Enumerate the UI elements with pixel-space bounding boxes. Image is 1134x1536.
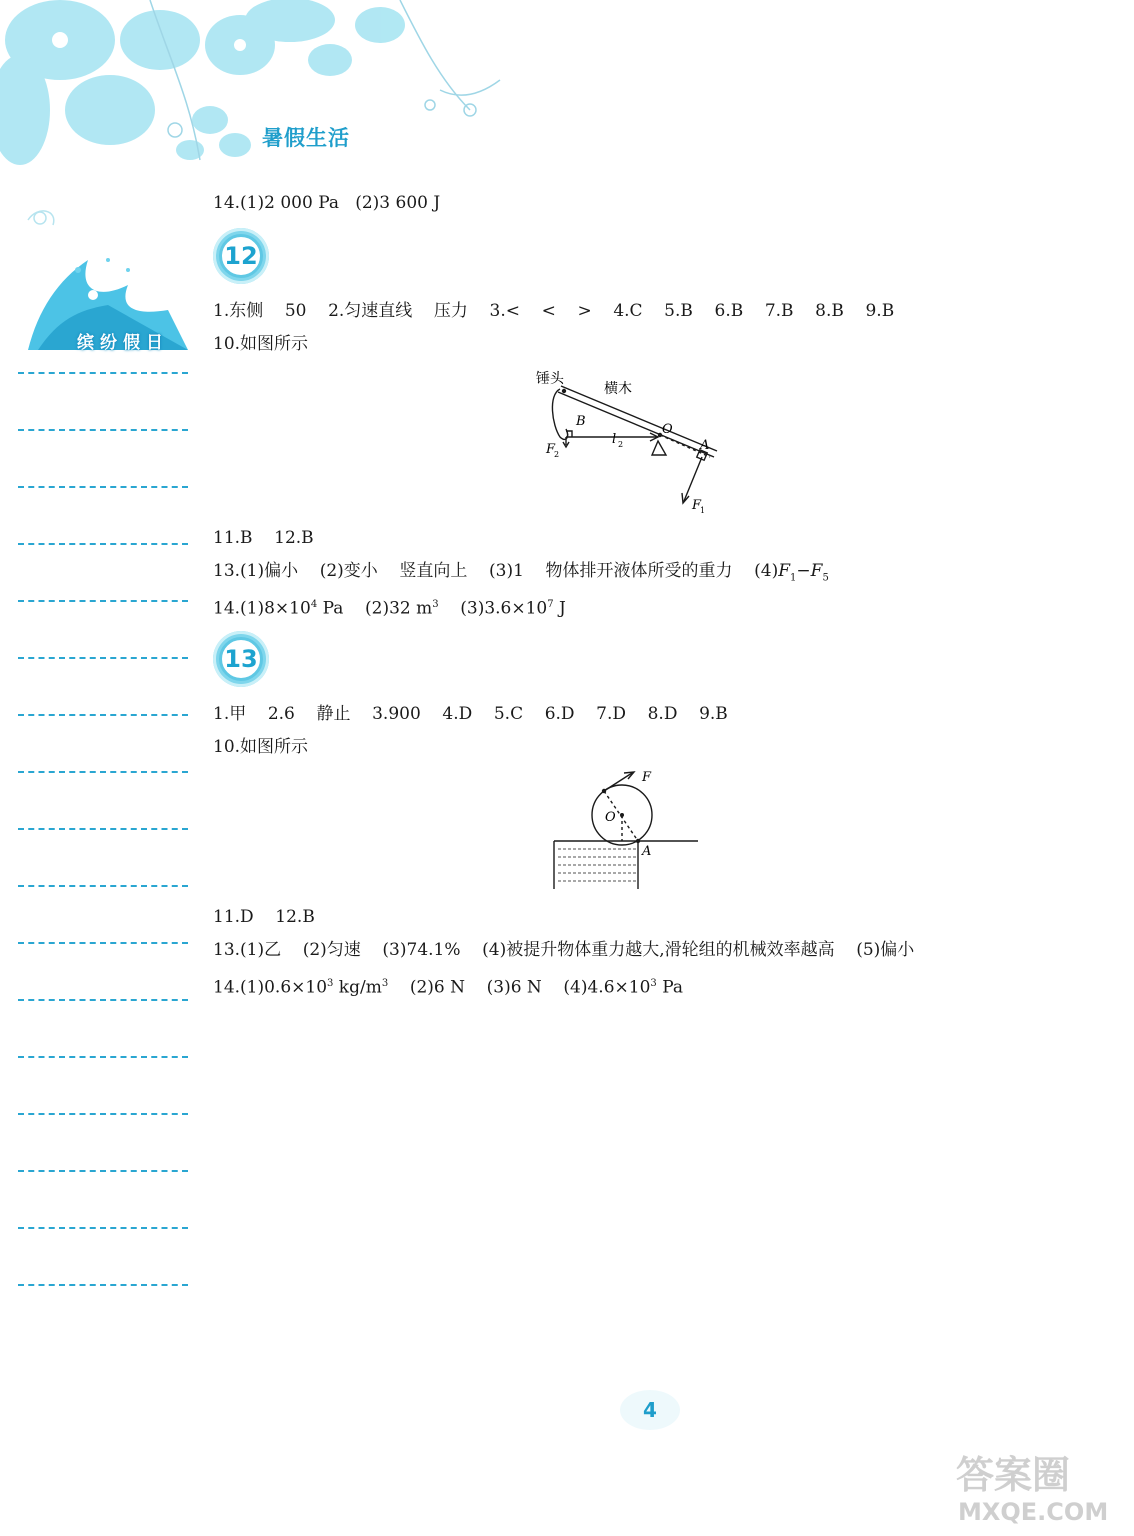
exponent: 3 <box>327 978 334 989</box>
section-number: 12 <box>219 234 263 278</box>
formula-sub: 1 <box>790 572 797 584</box>
answer-line: 11.D 12.B <box>213 907 315 927</box>
page-number: 4 <box>643 1398 657 1422</box>
note-line <box>18 942 188 944</box>
watermark-logo <box>950 1442 1120 1526</box>
note-line <box>18 885 188 887</box>
note-line <box>18 1284 188 1286</box>
label-B: B <box>576 414 586 429</box>
formula-sub: 5 <box>822 572 829 584</box>
answer-text: 14.(1)0.6×10 <box>213 977 328 998</box>
label-beam: 横木 <box>604 381 632 397</box>
section-badge-12 <box>213 228 269 284</box>
note-line <box>18 372 188 374</box>
label-F: F <box>642 770 652 785</box>
exponent: 3 <box>650 978 657 989</box>
note-line <box>18 1227 188 1229</box>
answer-text: Pa (2)32 m <box>317 598 433 619</box>
answer-line <box>213 560 829 589</box>
label-F1-sub: 1 <box>700 506 706 515</box>
exponent: 4 <box>310 599 318 610</box>
answer-line: 10.如图所示 <box>213 737 309 757</box>
label-F2: F <box>546 442 556 457</box>
answer-text: (3)3.6×10 <box>438 598 548 619</box>
note-line <box>18 543 188 545</box>
answer-line: 14.(1)2 000 Pa (2)3 600 J <box>213 193 441 213</box>
note-line <box>18 600 188 602</box>
label-l2: l <box>612 432 617 447</box>
section-badge-13 <box>213 631 269 687</box>
exponent: 7 <box>547 599 554 610</box>
label-A: A <box>700 438 710 453</box>
answer-line <box>213 594 566 620</box>
label-O: O <box>605 810 616 825</box>
label-F2-sub: 2 <box>554 450 560 459</box>
note-line <box>18 429 188 431</box>
answer-text: Pa <box>656 977 684 998</box>
answer-text: kg/m <box>333 977 382 998</box>
note-line <box>18 999 188 1001</box>
note-line <box>18 828 188 830</box>
answer-text: (2)6 N (3)6 N (4)4.6×10 <box>388 977 651 998</box>
formula-f: F <box>778 561 791 581</box>
sidebar-title: 缤纷假日 <box>77 333 169 353</box>
note-line <box>18 657 188 659</box>
wheel-diagram <box>550 765 710 895</box>
exponent: 3 <box>432 599 439 610</box>
answer-text: 13.(1)偏小 (2)变小 竖直向上 (3)1 物体排开液体所受的重力 (4) <box>213 561 779 581</box>
section-number: 13 <box>219 637 263 681</box>
formula-minus: −F <box>796 561 823 581</box>
watermark-text: 答案圈 <box>956 1453 1071 1497</box>
label-l2-sub: 2 <box>618 440 624 449</box>
note-line <box>18 1113 188 1115</box>
note-line <box>18 1170 188 1172</box>
watermark-url: MXQE.COM <box>958 1498 1109 1526</box>
answer-line: 11.B 12.B <box>213 528 314 548</box>
label-O: O <box>662 422 673 437</box>
note-line <box>18 771 188 773</box>
label-A: A <box>642 844 652 859</box>
answer-text: 14.(1)8×10 <box>213 598 311 619</box>
note-line <box>18 1056 188 1058</box>
header-title: 暑假生活 <box>262 126 350 150</box>
answer-line: 13.(1)乙 (2)匀速 (3)74.1% (4)被提升物体重力越大,滑轮组的机械效率越高 (5)偏小 <box>213 940 915 960</box>
label-F1: F <box>692 498 702 513</box>
exponent: 3 <box>381 978 389 989</box>
label-hammer: 锤头 <box>536 371 564 387</box>
answer-line: 1.甲 2.6 静止 3.900 4.D 5.C 6.D 7.D 8.D 9.B <box>213 704 728 724</box>
answer-line: 10.如图所示 <box>213 334 309 354</box>
answer-line: 1.东侧 50 2.匀速直线 压力 3.< < > 4.C 5.B 6.B 7.B 8.B 9.B <box>213 301 895 321</box>
lever-diagram <box>530 365 730 515</box>
answer-line <box>213 973 683 999</box>
note-line <box>18 486 188 488</box>
note-line <box>18 714 188 716</box>
answer-text: J <box>553 598 566 619</box>
